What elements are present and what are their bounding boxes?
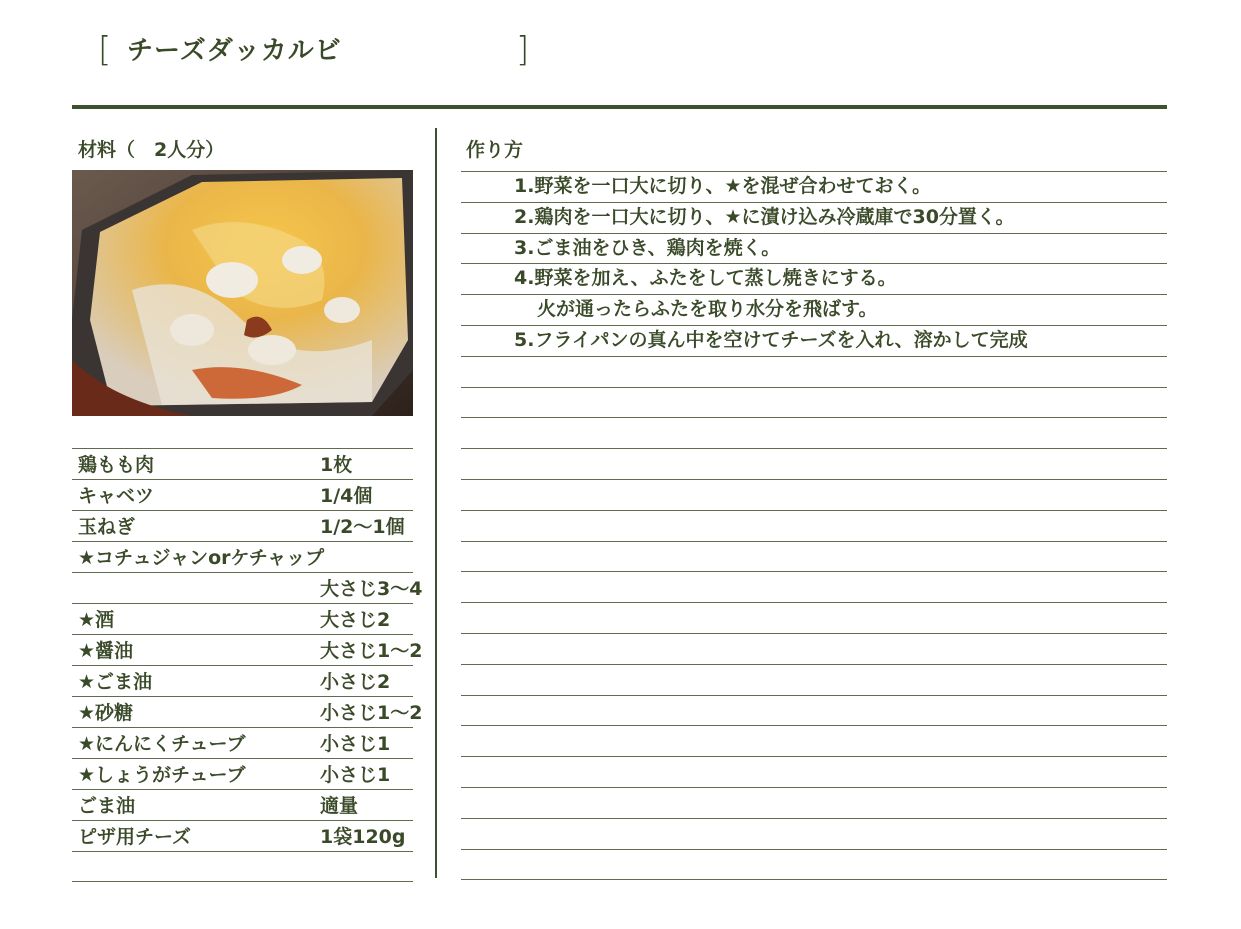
ingredient-amount: 適量 — [320, 795, 359, 817]
ruled-line — [461, 541, 1167, 542]
ingredient-amount: 1枚 — [320, 454, 353, 476]
ruled-line — [461, 695, 1167, 696]
title-bracket-close: ] — [516, 30, 530, 70]
ruled-line — [461, 263, 1167, 264]
ingredient-amount: 小さじ1 — [320, 764, 391, 786]
ingredient-amount: 大さじ3〜4 — [320, 578, 423, 600]
ruled-line — [461, 787, 1167, 788]
ingredient-name: ★酒 — [78, 609, 115, 631]
ruled-line — [461, 849, 1167, 850]
ingredient-name: ★砂糖 — [78, 702, 134, 724]
ingredient-amount: 1/4個 — [320, 485, 373, 507]
ingredients-heading: 材料（ 2人分） — [78, 139, 225, 161]
column-divider — [435, 128, 437, 878]
ruled-line — [461, 448, 1167, 449]
ingredient-row — [72, 479, 413, 510]
title-bracket-open: [ — [98, 30, 112, 70]
dish-photo-image — [72, 170, 413, 416]
ruled-line — [461, 633, 1167, 634]
method-step: 4.野菜を加え、ふたをして蒸し焼きにする。 — [514, 267, 897, 289]
method-step: 火が通ったらふたを取り水分を飛ばす。 — [537, 298, 878, 320]
ingredient-row — [72, 541, 413, 572]
ingredient-row — [72, 448, 413, 479]
method-heading: 作り方 — [466, 139, 524, 161]
ingredient-row — [72, 603, 413, 634]
ruled-line — [461, 294, 1167, 295]
ingredient-row — [72, 634, 423, 665]
header-rule — [72, 105, 1167, 109]
ingredient-name: ピザ用チーズ — [78, 826, 192, 848]
ingredient-row — [72, 572, 423, 603]
ingredient-row — [72, 665, 413, 696]
ingredient-name: キャベツ — [78, 485, 155, 507]
dish-photo — [72, 170, 413, 416]
ruled-line — [461, 664, 1167, 665]
method-step: 3.ごま油をひき、鶏肉を焼く。 — [514, 237, 781, 259]
ruled-line — [461, 756, 1167, 757]
ruled-line — [461, 202, 1167, 203]
ingredient-name: ★ごま油 — [78, 671, 153, 693]
ingredient-name: 玉ねぎ — [78, 516, 136, 538]
ingredient-amount: 1/2〜1個 — [320, 516, 405, 538]
ingredient-amount: 1袋120g — [320, 826, 406, 848]
ruled-line — [461, 356, 1167, 357]
ingredient-row — [72, 696, 423, 727]
ingredient-name: 鶏もも肉 — [78, 454, 155, 476]
ingredient-amount: 大さじ1〜2 — [320, 640, 423, 662]
ruled-line — [461, 417, 1167, 418]
ingredient-name: ★しょうがチューブ — [78, 764, 246, 786]
ruled-line — [461, 325, 1167, 326]
ingredient-name: ★にんにくチューブ — [78, 733, 246, 755]
ruled-line — [461, 818, 1167, 819]
ingredient-row — [72, 851, 413, 882]
ingredient-row — [72, 758, 413, 789]
ruled-line — [461, 171, 1167, 172]
ingredient-amount: 小さじ2 — [320, 671, 391, 693]
method-step: 1.野菜を一口大に切り、★を混ぜ合わせておく。 — [514, 175, 932, 197]
ruled-line — [461, 233, 1167, 234]
ruled-line — [461, 602, 1167, 603]
ingredient-name: ごま油 — [78, 795, 136, 817]
ingredient-row — [72, 820, 413, 851]
ingredient-amount: 小さじ1 — [320, 733, 391, 755]
ruled-line — [461, 479, 1167, 480]
ingredient-name: ★コチュジャンorケチャップ — [78, 547, 325, 569]
ruled-line — [461, 879, 1167, 880]
ingredient-name: ★醤油 — [78, 640, 134, 662]
method-step: 2.鶏肉を一口大に切り、★に漬け込み冷蔵庫で30分置く。 — [514, 206, 1015, 228]
ingredient-row — [72, 727, 413, 758]
ingredient-row — [72, 510, 413, 541]
ruled-line — [461, 387, 1167, 388]
ingredient-row — [72, 789, 413, 820]
recipe-title: チーズダッカルビ — [127, 36, 342, 66]
ruled-line — [461, 725, 1167, 726]
ingredient-amount: 小さじ1〜2 — [320, 702, 423, 724]
method-step: 5.フライパンの真ん中を空けてチーズを入れ、溶かして完成 — [514, 329, 1028, 351]
ruled-line — [461, 571, 1167, 572]
ruled-line — [461, 510, 1167, 511]
ingredient-amount: 大さじ2 — [320, 609, 391, 631]
